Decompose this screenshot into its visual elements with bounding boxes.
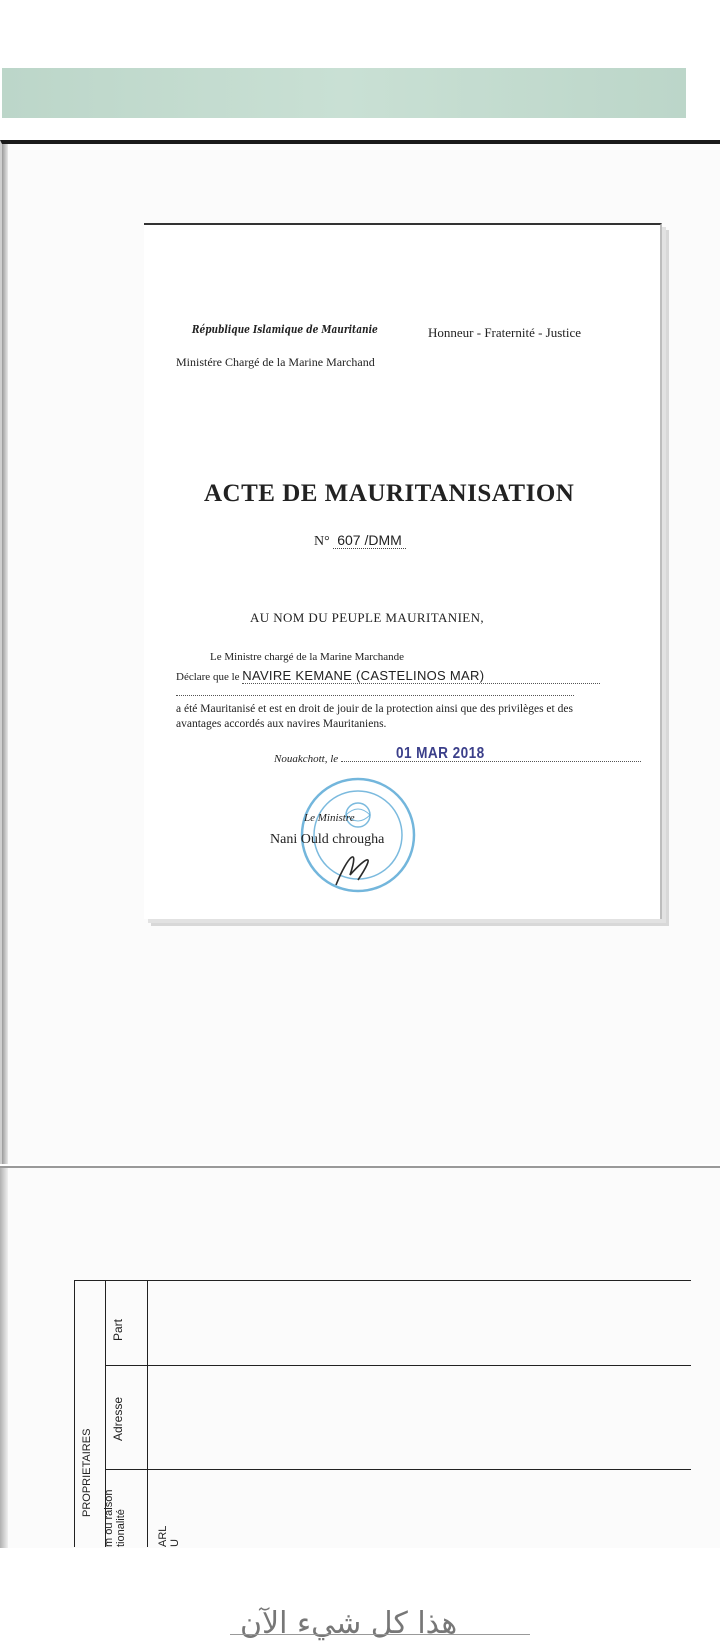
- owners-table: [74, 1280, 691, 1547]
- declare-line: [176, 668, 600, 684]
- date-dots: [341, 761, 641, 762]
- document-title: ACTE DE MAURITANISATION: [204, 480, 575, 507]
- dotted-line: [176, 695, 574, 696]
- table-divider: [147, 1281, 148, 1547]
- signatory-name: Nani Ould chrougha: [270, 832, 385, 847]
- number-prefix: N°: [314, 534, 330, 549]
- green-header-strip: [2, 68, 686, 118]
- ministry-name: Ministére Chargé de la Marine Marchand: [176, 355, 375, 369]
- declaration-body: a été Mauritanisé et est en droit de jouir de la protection ainsi que des privilèges et des avantages accordés aux navires Mauritaniens.: [176, 703, 573, 730]
- document-number: [314, 532, 406, 550]
- minister-intro: Le Ministre chargé de la Marine Marchande: [210, 651, 405, 663]
- table-row-line: [105, 1469, 691, 1470]
- header-motto: Honneur - Fraternité - Justice: [428, 325, 582, 340]
- header-country: République Islamique de Mauritanie: [192, 323, 378, 336]
- number-value: 607 /DMM: [333, 532, 406, 549]
- date-stamp: 01 MAR 2018: [396, 745, 485, 762]
- column-raison: m ou raison tionalité: [103, 1489, 127, 1547]
- column-adresse: Adresse: [111, 1396, 125, 1441]
- certificate-paper: [144, 223, 662, 919]
- footer-arabic-text: هذا كل شيء الآن: [240, 1606, 458, 1641]
- signatory-title: Le Ministre: [304, 812, 355, 824]
- city-prefix: Nouakchott, le: [274, 753, 339, 765]
- table-row-line: [105, 1365, 691, 1366]
- au-nom-line: AU NOM DU PEUPLE MAURITANIEN,: [250, 610, 485, 625]
- vessel-name: NAVIRE KEMANE (CASTELINOS MAR): [242, 668, 600, 684]
- partial-text-u: U: [169, 1539, 181, 1547]
- partial-text-arl: ARL: [157, 1525, 169, 1547]
- footer-rule: [230, 1634, 530, 1635]
- owners-heading: PROPRIETAIRES: [81, 1428, 93, 1517]
- declare-prefix: Déclare que le: [176, 671, 240, 683]
- column-part: Part: [111, 1318, 125, 1341]
